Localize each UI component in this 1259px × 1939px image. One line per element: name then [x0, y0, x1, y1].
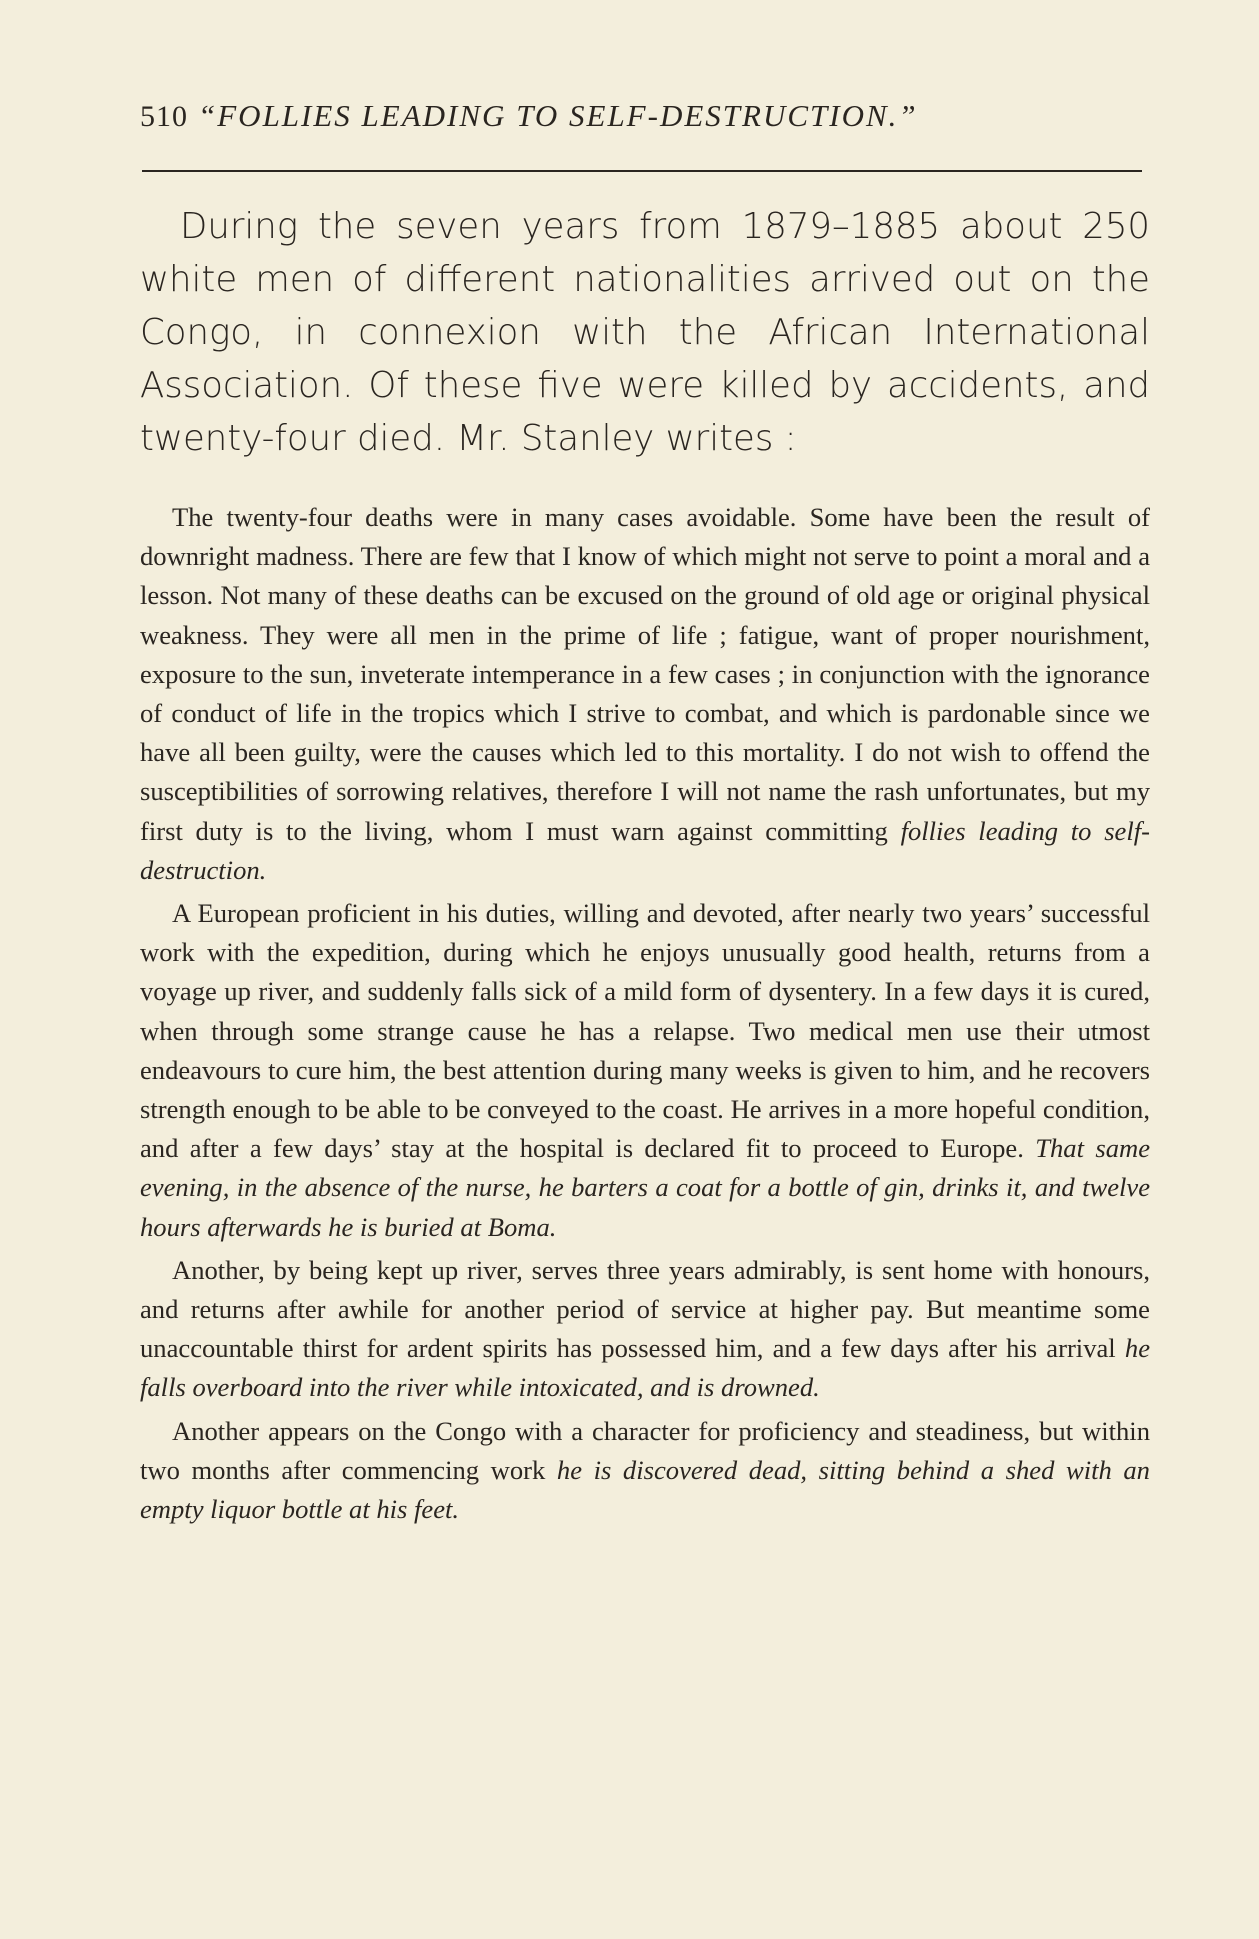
header-rule	[142, 170, 1142, 172]
running-title: “FOLLIES LEADING TO SELF-DESTRUCTION.”	[198, 98, 918, 133]
intro-paragraph	[140, 200, 1150, 465]
quote-paragraph-2	[140, 894, 1150, 1247]
running-header	[140, 100, 1150, 132]
quote-p3-text: Another, by being kept up river, serves three years admirably, is sent home with honours, and returns after awhile for another period of service at higher pay. But meantime some unaccountable thirst for ardent spirits has possessed him, and a few days after his arrival	[140, 1254, 1150, 1364]
quote-p4-italic: he is discovered dead, sitting behind a shed with an empty liquor bottle at his feet.	[140, 1454, 1150, 1525]
quote-p4-text: Another appears on the Congo with a character for proficiency and steadiness, but within two months after commencing work	[140, 1415, 1150, 1485]
quote-p1-text: The twenty-four deaths were in many cases avoidable. Some have been the result of downright madness. There are few that I know of which might not serve to point a moral and a lesson. Not many of these deaths can be excused on the ground of old age or original physical weakness. They were all men in the prime of life ; fatigue, want of proper nourishment, exposure to the sun, inveterate intemperance in a few cases ; in conjunction with the ignorance of conduct of life in the tropics which I strive to combat, and which is pardonable since we have all been guilty, were the causes which led to this mortality. I do not wish to offend the susceptibilities of sorrowing relatives, therefore I will not name the rash unfortunates, but my first duty is to the living, whom I must warn against committing	[140, 502, 1150, 846]
quote-p1-italic: follies leading to self-destruction.	[140, 815, 1150, 885]
quote-p2-text: A European proficient in his duties, willing and devoted, after nearly two years’ successful work with the expedition, during which he enjoys unusually good health, returns from a voyage up river, and suddenly falls sick of a mild form of dysentery. In a few days it is cured, when through some strange cause he has a relapse. Two medical men use their utmost endeavours to cure him, the best attention during many weeks is given to him, and he recovers strength enough to be able to be conveyed to the coast. He arrives in a more hopeful condition, and after a few days’ stay at the hospital is declared fit to proceed to Europe.	[140, 898, 1150, 1164]
quote-paragraph-3	[140, 1251, 1150, 1408]
quote-p3-italic: he falls overboard into the river while intoxicated, and is drowned.	[140, 1333, 1150, 1403]
book-page	[140, 100, 1150, 1529]
page-number: 510	[140, 100, 188, 133]
intro-text: During the seven years from 1879–1885 about 250 white men of different nationalities arrived out on the Congo, in connexion with the African International Association. Of these five were killed by accidents, and twenty-four died. Mr. Stanley writes :	[140, 206, 1150, 459]
quote-paragraph-4	[140, 1412, 1150, 1530]
stanley-quotation	[140, 498, 1150, 1529]
quote-paragraph-1	[140, 498, 1150, 890]
quote-p2-italic: That same evening, in the absence of the nurse, he barters a coat for a bottle of gin, drinks it, and twelve hours afterwards he is buried at Boma.	[140, 1133, 1151, 1242]
